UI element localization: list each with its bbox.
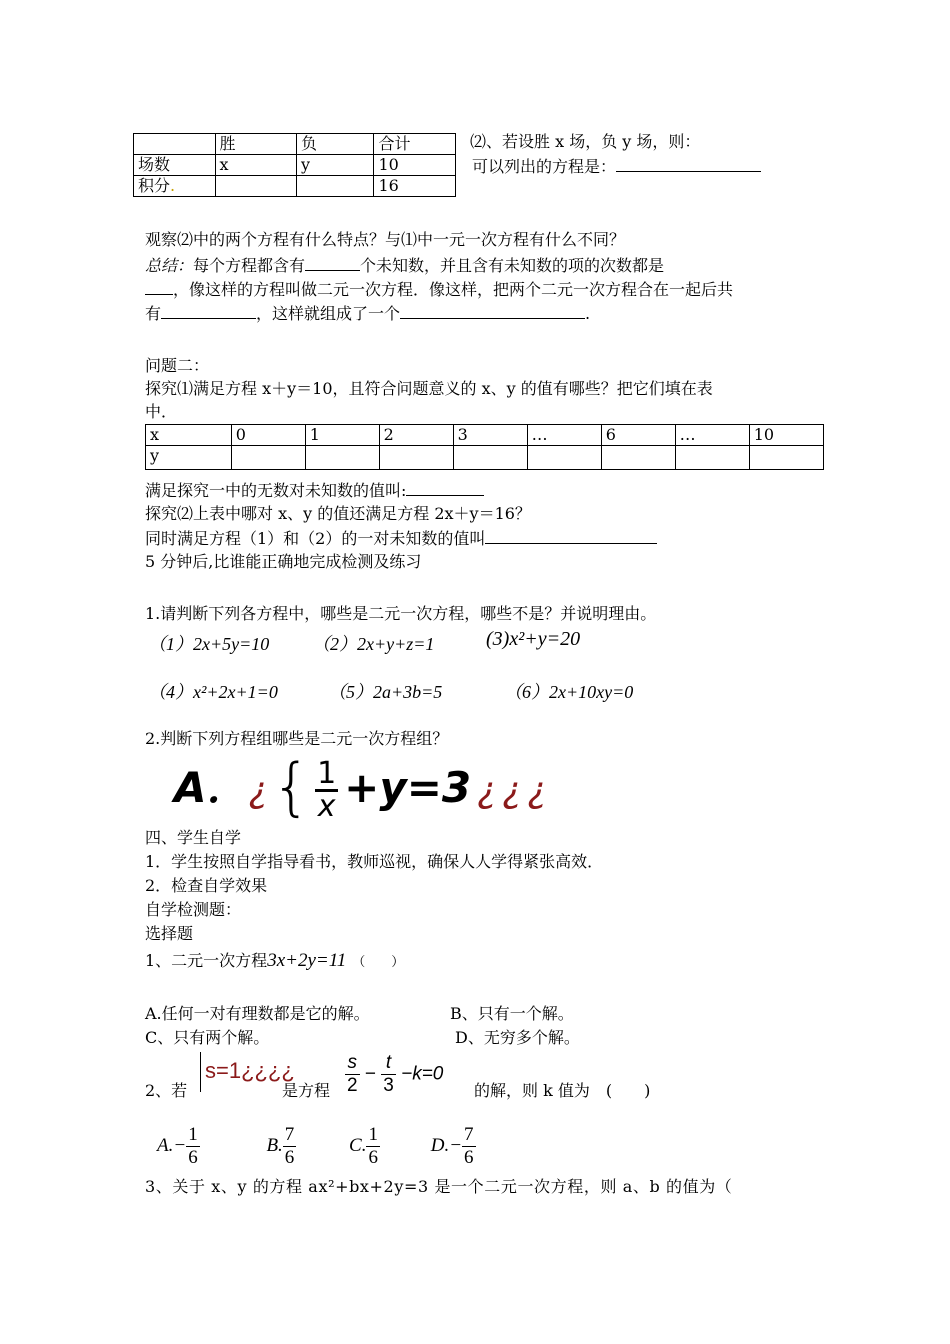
section-4-item-2: 2．检查自学效果 xyxy=(145,876,268,895)
table-cell xyxy=(601,446,675,470)
table-cell xyxy=(134,134,216,155)
table-cell: 负 xyxy=(297,134,374,155)
mc-1-option-b: B、只有一个解。 xyxy=(450,1004,574,1023)
equation-2: （2）2x+y+z=1 xyxy=(312,634,435,654)
section-4-title: 四、学生自学 xyxy=(145,828,242,847)
table-cell: … xyxy=(675,425,749,446)
garbled-glyph: ¿ xyxy=(248,770,268,811)
table-cell xyxy=(297,176,374,197)
summary-line-1: 总结：每个方程都含有 个未知数，并且含有未知数的项的次数都是 xyxy=(145,256,665,275)
table-cell: 2 xyxy=(379,425,453,446)
table-cell: 胜 xyxy=(215,134,297,155)
garbled-glyphs: ¿¿¿ xyxy=(477,770,553,811)
table-cell: 10 xyxy=(749,425,823,446)
table-cell: 场数 xyxy=(134,155,216,176)
table-cell xyxy=(215,176,297,197)
equation-1: （1）2x+5y=10 xyxy=(148,634,270,654)
table-cell xyxy=(231,446,305,470)
after-table-2: 探究⑵上表中哪对 x、y 的值还满足方程 2x＋y＝16？ xyxy=(145,504,531,523)
mc-1-option-c: C、只有两个解。 xyxy=(145,1028,270,1047)
table-cell: 3 xyxy=(453,425,527,446)
after-table-3: 同时满足方程（1）和（2）的一对未知数的值叫 xyxy=(145,527,657,550)
table-cell: x xyxy=(215,155,297,176)
mc-3-stem: 3、关于 x、y 的方程 ax²+bx+2y=3 是一个二元一次方程，则 a、b 的值为（ xyxy=(145,1177,733,1196)
table-cell xyxy=(379,446,453,470)
system-a: A．¿{ $\frac{1}{x}$ +y=3 ¿¿¿ xyxy=(174,750,553,824)
score-table xyxy=(133,133,456,197)
table-cell xyxy=(749,446,823,470)
mc-1-stem: 1、二元一次方程3x+2y=11 （ ） xyxy=(145,950,405,971)
problem-2-title: 问题二： xyxy=(145,356,210,375)
table-cell xyxy=(453,446,527,470)
xy-table xyxy=(145,424,824,470)
explore-1-cont: 中． xyxy=(145,402,178,421)
mc-2-solution: s=1¿¿¿¿ xyxy=(200,1052,295,1092)
observe-question: 观察⑵中的两个方程有什么特点？与⑴中一元一次方程有什么不同？ xyxy=(145,230,626,249)
equation-6: （6）2x+10xy=0 xyxy=(504,682,634,702)
table-cell: y xyxy=(146,446,232,470)
mc-1-option-a: A.任何一对有理数都是它的解。 xyxy=(145,1004,370,1023)
table-cell xyxy=(305,446,379,470)
table-cell: 16 xyxy=(374,176,456,197)
self-test-title: 自学检测题： xyxy=(145,900,242,919)
choice-title: 选择题 xyxy=(145,924,194,943)
question-1-title: 1.请判断下列各方程中，哪些是二元一次方程，哪些不是？并说明理由。 xyxy=(145,604,657,623)
brace: { xyxy=(271,750,312,823)
dot-mark: . xyxy=(170,176,176,195)
table-cell: y xyxy=(297,155,374,176)
equation-3: (3)x²+y=20 xyxy=(486,628,581,650)
mc-2-options: A.− $\frac{1}{6}$ B. $\frac{7}{6}$ C. $\frac{1}{6}$ D.− $\frac{7}{6}$ xyxy=(157,1124,474,1168)
explore-1: 探究⑴满足方程 x＋y＝10，且符合问题意义的 x、y 的值有哪些？把它们填在表 xyxy=(145,379,713,398)
equation-5: （5）2a+3b=5 xyxy=(328,682,443,702)
table-cell: … xyxy=(527,425,601,446)
mc-2-equation: $\frac{s}{2}$ − $\frac{t}{3}$ −k=0 xyxy=(347,1052,444,1096)
table-cell: x xyxy=(146,425,232,446)
table-cell xyxy=(527,446,601,470)
after-table-4: 5 分钟后,比谁能正确地完成检测及练习 xyxy=(145,552,422,571)
summary-line-2: ，像这样的方程叫做二元一次方程．像这样，把两个二元一次方程合在一起后共 xyxy=(145,278,733,301)
mc-2-end: 的解，则 k 值为 ( ) xyxy=(474,1081,651,1100)
question-2-title: 2.判断下列方程组哪些是二元一次方程组？ xyxy=(145,729,449,748)
side-line-1: ⑵、若设胜 x 场，负 y 场，则： xyxy=(470,132,701,151)
table-cell: 积分. xyxy=(134,176,216,197)
table-cell: 6 xyxy=(601,425,675,446)
equation-4: （4）x²+2x+1=0 xyxy=(148,682,278,702)
mc-2-mid: 是方程 xyxy=(282,1081,331,1100)
summary-line-3: 有 ，这样就组成了一个 . xyxy=(145,304,591,323)
side-line-2: 可以列出的方程是： xyxy=(472,154,761,177)
mc-1-option-d: D、无穷多个解。 xyxy=(455,1028,580,1047)
table-cell: 合计 xyxy=(374,134,456,155)
table-cell: 1 xyxy=(305,425,379,446)
table-cell xyxy=(675,446,749,470)
section-4-item-1: 1．学生按照自学指导看书，教师巡视，确保人人学得紧张高效． xyxy=(145,852,604,871)
table-cell: 10 xyxy=(374,155,456,176)
fraction: $\frac{1}{x}$ xyxy=(317,756,337,824)
after-table-1: 满足探究一中的无数对未知数的值叫: xyxy=(145,479,484,502)
table-cell: 0 xyxy=(231,425,305,446)
mc-2-stem: 2、若 xyxy=(145,1081,188,1100)
